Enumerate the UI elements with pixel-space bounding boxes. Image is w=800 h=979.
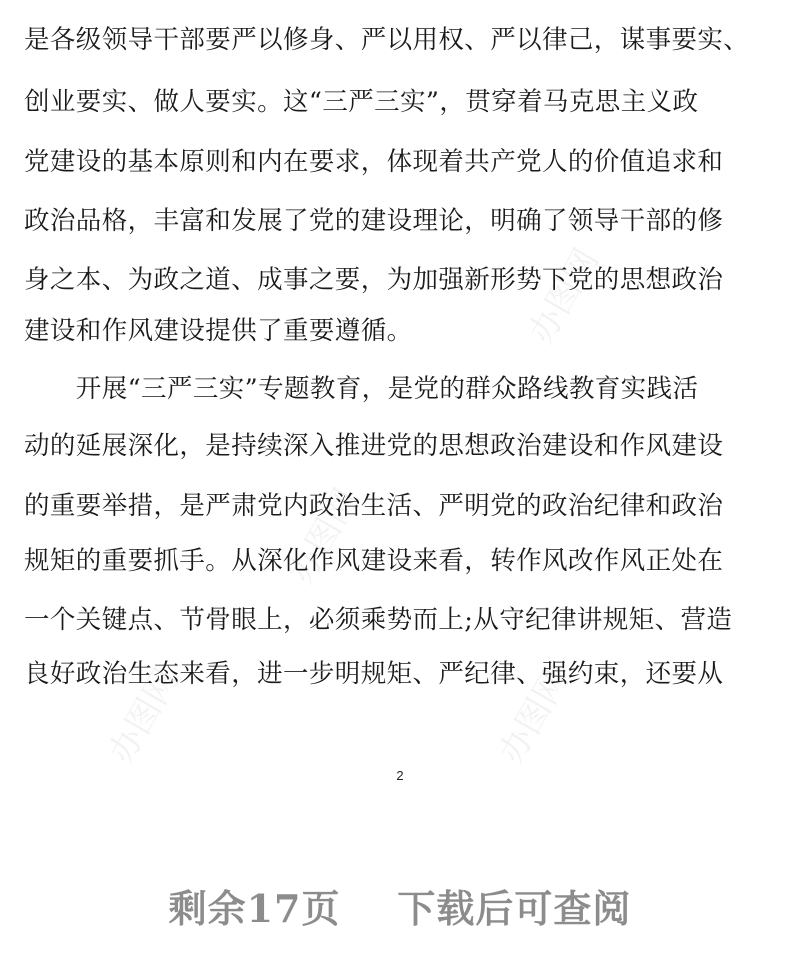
paragraph-line: 创业要实、做人要实。这“三严三实”，贯穿着马克思主义政	[24, 87, 699, 117]
paragraph-line: 良好政治生态来看，进一步明规矩、严纪律、强约束，还要从	[24, 659, 724, 689]
page-number: 2	[396, 768, 404, 783]
paragraph-line: 的重要举措，是严肃党内政治生活、严明党的政治纪律和政治	[24, 491, 724, 521]
cut-off-previous-line	[22, 0, 782, 4]
watermark: 办图网	[491, 662, 577, 771]
paragraph-line: 党建设的基本原则和内在要求，体现着共产党人的价值追求和	[24, 147, 724, 177]
paragraph-line: 规矩的重要抓手。从深化作风建设来看，转作风改作风正处在	[24, 546, 724, 576]
paragraph-line: 动的延展深化，是持续深入推进党的思想政治建设和作风建设	[24, 431, 724, 461]
paragraph-line: 开展“三严三实”专题教育，是党的群众路线教育实践活	[24, 374, 699, 404]
paragraph-line: 一个关键点、节骨眼上，必须乘势而上;从守纪律讲规矩、营造	[24, 605, 733, 635]
paragraph-line: 政治品格，丰富和发展了党的建设理论，明确了领导干部的修	[24, 206, 724, 236]
watermark: 办图网	[281, 482, 367, 591]
watermark: 办图网	[521, 242, 607, 351]
paragraph-line: 是各级领导干部要严以修身、严以用权、严以律己，谋事要实、	[24, 25, 750, 55]
paragraph-line: 建设和作风建设提供了重要遵循。	[24, 316, 413, 346]
paragraph-line: 身之本、为政之道、成事之要，为加强新形势下党的思想政治	[24, 265, 724, 295]
remaining-pages-banner[interactable]: 剩余17页 下载后可查阅	[168, 886, 632, 931]
watermark: 办图网	[101, 662, 187, 771]
